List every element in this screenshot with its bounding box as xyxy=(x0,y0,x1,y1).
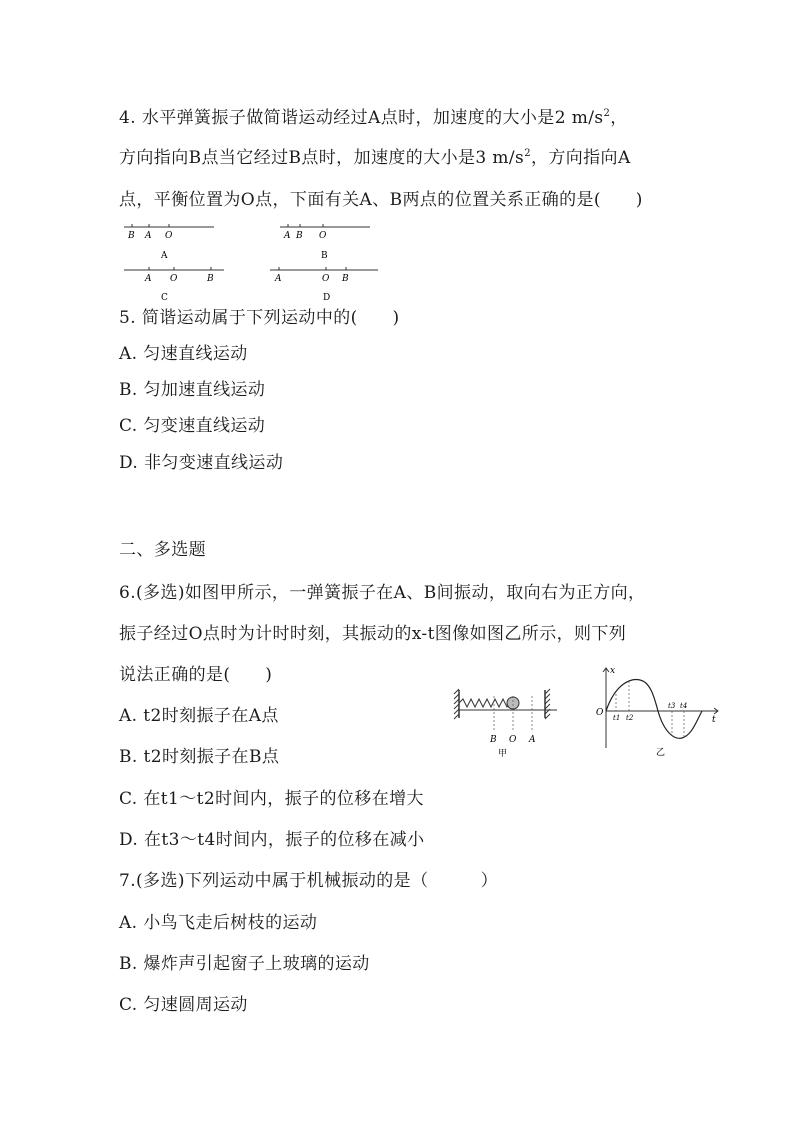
q4b-caption: B xyxy=(321,251,328,261)
q7-stem: 7.(多选)下列运动中属于机械振动的是（ ） xyxy=(119,871,499,891)
q4-diagram-d xyxy=(270,267,378,303)
q4d-caption: D xyxy=(323,293,331,303)
tick-t2: t2 xyxy=(626,714,634,722)
tick-t4: t4 xyxy=(680,702,688,710)
spring xyxy=(459,699,512,707)
q4d-label-2: B xyxy=(342,274,349,284)
q7-option-c: C. 匀速圆周运动 xyxy=(119,995,248,1015)
axis-label-x: x xyxy=(610,666,616,676)
q7-option-a: A. 小鸟飞走后树枝的运动 xyxy=(119,913,318,933)
q6-stem-line1: 6.(多选)如图甲所示，一弹簧振子在A、B间振动，取向右为正方向， xyxy=(119,583,646,603)
q6-option-b: B. t2时刻振子在B点 xyxy=(119,747,280,767)
q4c-label-0: A xyxy=(145,274,152,284)
q6-option-c: C. 在t1～t2时间内，振子的位移在增大 xyxy=(119,789,424,809)
jia-label-a: A xyxy=(529,735,536,745)
q4a-caption: A xyxy=(161,251,168,261)
q6-stem-line3: 说法正确的是( ) xyxy=(119,665,273,685)
q6-stem-line2: 振子经过O点时为计时时刻，其振动的x-t图像如图乙所示，则下列 xyxy=(119,624,627,644)
jia-label-o: O xyxy=(509,735,517,745)
q7-option-b: B. 爆炸声引起窗子上玻璃的运动 xyxy=(119,954,370,974)
q4c-caption: C xyxy=(161,293,168,303)
origin-label: O xyxy=(596,708,604,718)
q5-option-b: B. 匀加速直线运动 xyxy=(119,380,266,400)
jia-caption: 甲 xyxy=(498,749,508,758)
q4b-label-2: O xyxy=(319,231,327,241)
q5-option-d: D. 非匀变速直线运动 xyxy=(119,453,284,473)
q5-option-a: A. 匀速直线运动 xyxy=(119,344,248,364)
q4-diagram-b xyxy=(280,224,370,261)
q6-option-a: A. t2时刻振子在A点 xyxy=(119,706,279,726)
q4b-label-0: A xyxy=(284,231,291,241)
q4-diagram-a xyxy=(124,224,214,261)
q4b-label-1: B xyxy=(296,231,303,241)
q4a-label-1: A xyxy=(145,231,152,241)
q4-stem-line2: 方向指向B点当它经过B点时，加速度的大小是3 $m/s^2$，方向指向A xyxy=(119,148,631,168)
yi-caption: 乙 xyxy=(656,748,666,758)
q4a-label-2: O xyxy=(165,231,173,241)
q5-stem: 5. 简谐运动属于下列运动中的( ) xyxy=(119,308,400,328)
q4c-label-2: B xyxy=(207,274,214,284)
oscillator-ball xyxy=(507,697,519,709)
jia-label-b: B xyxy=(490,735,497,745)
q4c-label-1: O xyxy=(170,274,178,284)
q4d-label-1: O xyxy=(322,274,330,284)
left-wall xyxy=(454,689,459,719)
q5-option-c: C. 匀变速直线运动 xyxy=(119,416,266,436)
q6-figure-yi xyxy=(592,660,724,760)
q6-figure-jia xyxy=(453,660,565,758)
section-title-multiple-choice: 二、多选题 xyxy=(119,540,206,560)
q4d-label-0: A xyxy=(275,274,282,284)
q4-stem-line3: 点，平衡位置为O点，下面有关A、B两点的位置关系正确的是( ) xyxy=(119,190,643,210)
q4-stem-line1: 4. 水平弹簧振子做简谐运动经过A点时，加速度的大小是2 $m/s^2$， xyxy=(119,108,628,128)
right-wall xyxy=(545,689,550,719)
tick-t3: t3 xyxy=(668,702,676,710)
sine-curve xyxy=(606,680,702,739)
q6-option-d: D. 在t3～t4时间内，振子的位移在减小 xyxy=(119,830,425,850)
tick-t1: t1 xyxy=(613,714,621,722)
q4-diagrams xyxy=(118,220,388,306)
axis-label-t: t xyxy=(712,715,716,725)
q4a-label-0: B xyxy=(128,231,135,241)
q4-diagram-c xyxy=(124,267,224,303)
